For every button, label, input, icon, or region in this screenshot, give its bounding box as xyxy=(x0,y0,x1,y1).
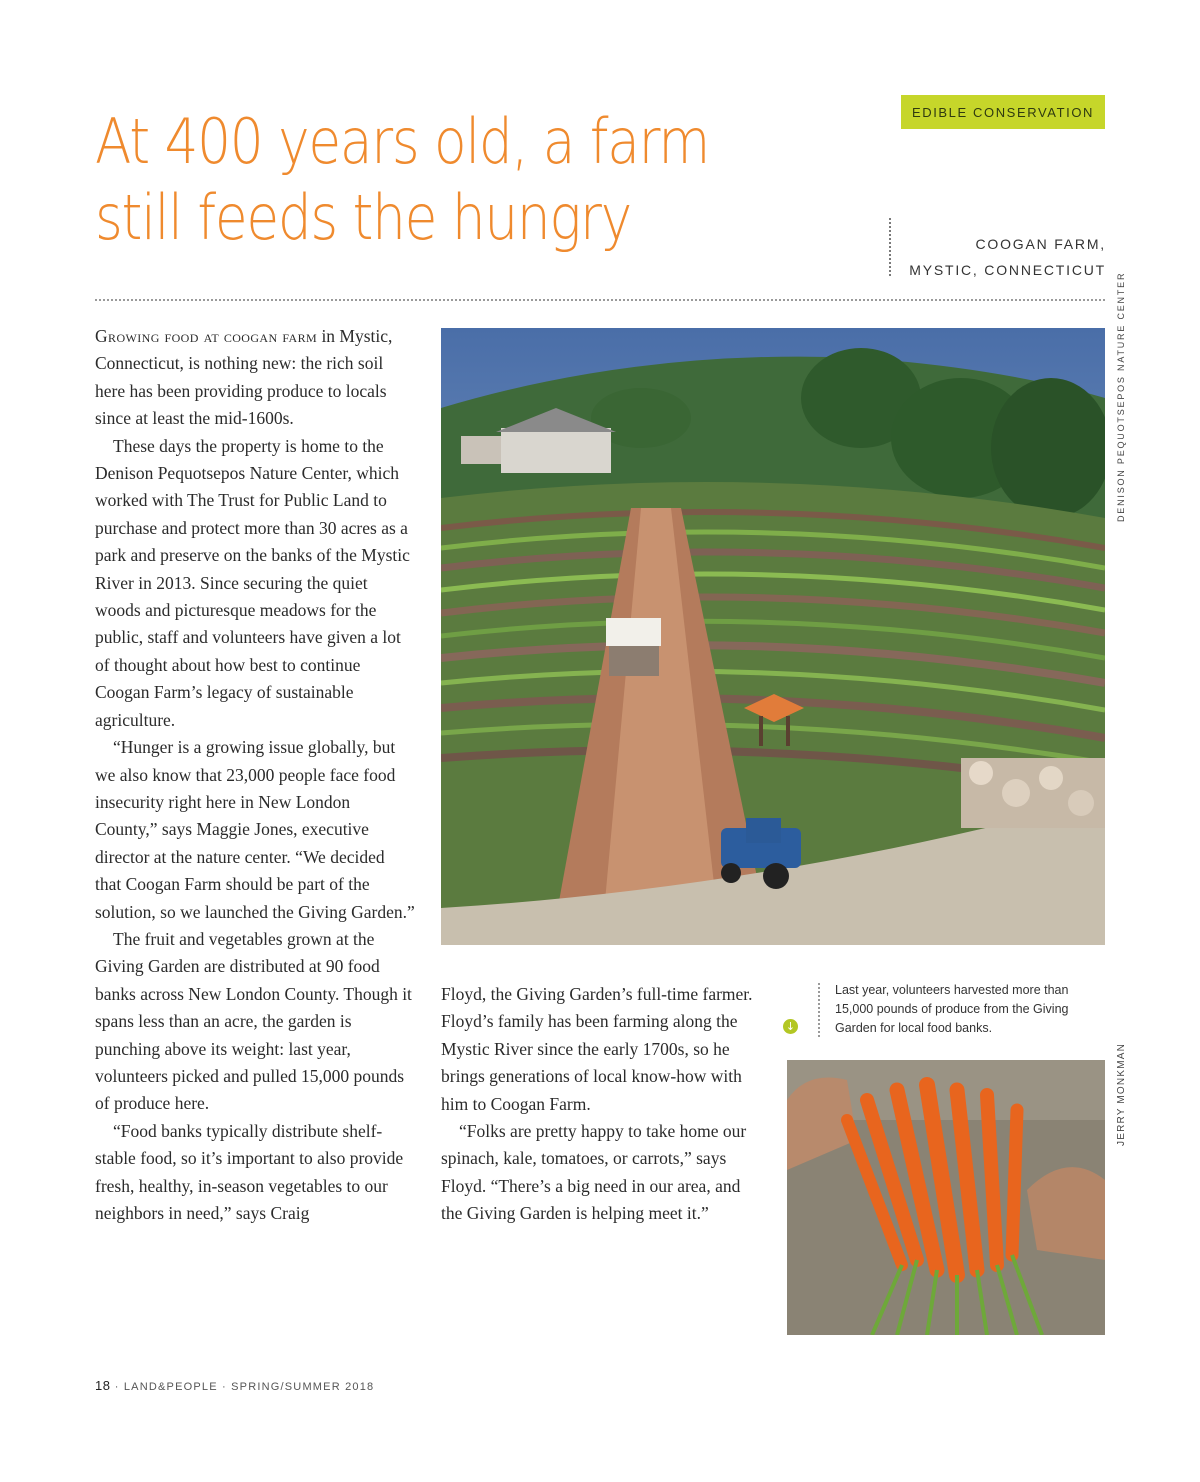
caption-divider xyxy=(818,983,820,1037)
carrots-photo xyxy=(787,1060,1105,1335)
carrot-photo-credit: JERRY MONKMAN xyxy=(1116,1042,1127,1146)
paragraph-6: Floyd, the Giving Garden’s full-time farmer. Floyd’s family has been farming along the Mystic River since the early 1700s, so he brings generations of local know-how with him to Coogan Farm. xyxy=(441,984,753,1114)
paragraph-2: These days the property is home to the Denison Pequotsepos Nature Center, which worked with The Trust for Public Land to purchase and protect more than 30 acres as a park and preserve on the banks of the Mystic River in 2013. Since securing the quiet woods and picturesque meadows for the public, staff and volunteers have given a lot of thought about how best to continue Coogan Farm’s legacy of sustainable agriculture. xyxy=(95,435,410,730)
headline xyxy=(95,104,714,256)
carrots-illustration xyxy=(787,1060,1105,1335)
article-column-1 xyxy=(95,323,415,1227)
paragraph-1 xyxy=(95,323,415,433)
location-line-1: COOGAN FARM, xyxy=(975,236,1106,252)
location-line-2: MYSTIC, CONNECTICUT xyxy=(909,262,1106,278)
farm-aerial-photo xyxy=(441,328,1105,945)
headline-line-2: still feeds the hungry xyxy=(95,181,631,254)
header-divider xyxy=(95,299,1105,301)
lead-in: Growing food at coogan farm xyxy=(95,326,318,346)
location-divider xyxy=(889,218,891,276)
farm-photo-credit: DENISON PEQUOTSEPOS NATURE CENTER xyxy=(1116,271,1126,522)
photo-caption: Last year, volunteers harvested more than 15,000 pounds of produce from the Giving Garden for local food banks. xyxy=(835,983,1069,1035)
article-column-2 xyxy=(441,981,761,1228)
paragraph-5: “Food banks typically distribute shelf-stable food, so it’s important to also provide fresh, healthy, in-season vegetables to our neighbors in need,” says Craig xyxy=(95,1120,404,1223)
page-footer xyxy=(95,1378,374,1393)
page-number: 18 xyxy=(95,1378,111,1393)
location xyxy=(909,231,1106,283)
down-arrow-icon: ↓ xyxy=(783,1019,798,1034)
paragraph-4: The fruit and vegetables grown at the Giving Garden are distributed at 90 food banks across New London County. Though it spans less than an acre, the garden is punching above its weight: last year, volunteers picked and pulled 15,000 pounds of produce here. xyxy=(95,928,412,1114)
paragraph-7: “Folks are pretty happy to take home our spinach, kale, tomatoes, or carrots,” says Floyd. “There’s a big need in our area, and the Giving Garden is helping meet it.” xyxy=(441,1121,747,1224)
headline-line-1: At 400 years old, a farm xyxy=(95,105,710,178)
paragraph-3: “Hunger is a growing issue globally, but we also know that 23,000 people face food insecurity right here in New London County,” says Maggie Jones, executive director at the nature center. “We decided that Coogan Farm should be part of the solution, so we launched the Giving Garden.” xyxy=(95,737,415,922)
publication-info: · LAND&PEOPLE · SPRING/SUMMER 2018 xyxy=(114,1381,375,1393)
paragraph-1-text: in Mystic, Connecticut, is nothing new: the rich soil here has been providing produce to locals since at least the mid-1600s. xyxy=(95,326,393,429)
section-tag: EDIBLE CONSERVATION xyxy=(901,95,1105,129)
farm-aerial-illustration xyxy=(441,328,1105,945)
